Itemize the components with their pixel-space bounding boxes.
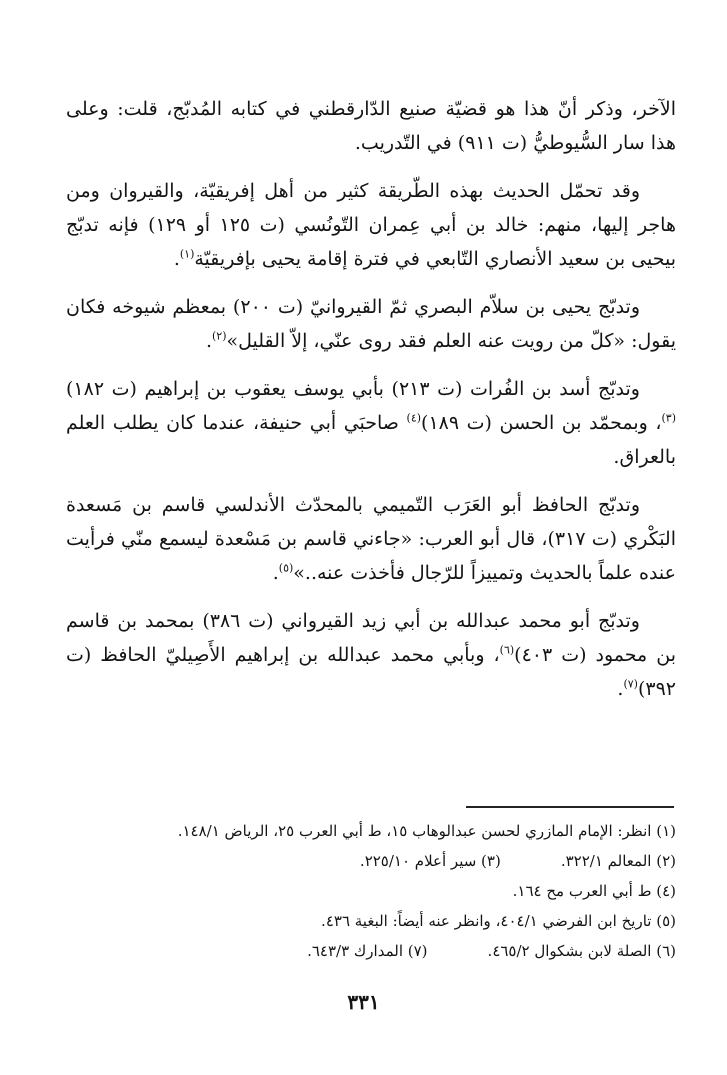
- footnote-ref-2[interactable]: (٢): [211, 329, 227, 343]
- paragraph-3: [66, 290, 676, 358]
- paragraph-text: ، وبأبي محمد عبدالله بن إبراهيم الأَصِيليّ الحافظ (ت ٣٩٢): [66, 644, 676, 700]
- paragraph-text: وتدبّج يحيى بن سلاّم البصري ثمّ القيروانيّ (ت ٢٠٠) بمعظم شيوخه فكان يقول: «كلّ من رويت عنه العلم فقد روى عنّي، إلاّ القليل»: [66, 296, 676, 352]
- footnote-4: (٤) ط أبي العرب مح ١٦٤.: [512, 882, 676, 900]
- footnote-line: [66, 846, 676, 876]
- footnote-line: [66, 906, 676, 936]
- period: .: [173, 248, 180, 270]
- footnote-2: (٢) المعالم ٣٢٢/١.: [560, 852, 676, 870]
- margin-mark: [58, 480, 60, 490]
- period: .: [205, 330, 212, 352]
- footnote-ref-6[interactable]: (٦): [499, 643, 515, 657]
- footnote-line: [66, 876, 676, 906]
- paragraph-4: [66, 372, 676, 474]
- footnote-6: (٦) الصلة لابن بشكوال ٤٦٥/٢.: [487, 942, 676, 960]
- paragraph-text: وتدبّج أسد بن الفُرات (ت ٢١٣) بأبي يوسف يعقوب بن إبراهيم (ت ١٨٢): [66, 378, 640, 400]
- page-number: ٣٣١: [347, 990, 380, 1014]
- paragraph-text: ، وبمحمّد بن الحسن (ت ١٨٩): [421, 412, 662, 434]
- footnote-3: (٣) سير أعلام ٢٢٥/١٠.: [359, 852, 501, 870]
- period: .: [617, 678, 624, 700]
- main-text: [66, 92, 676, 720]
- footnote-line: [66, 816, 676, 846]
- footnote-line: [66, 936, 676, 966]
- period: .: [272, 562, 279, 584]
- footnote-1: (١) انظر: الإمام المازري لحسن عبدالوهاب ١٥، ط أبي العرب ٢٥، الرياض ١٤٨/١.: [177, 822, 676, 840]
- paragraph-text: وتدبّج أبو محمد عبدالله بن أبي زيد القيرواني (ت ٣٨٦) بمحمد بن قاسم بن محمود (ت ٤٠٣): [66, 610, 676, 666]
- footnote-ref-7[interactable]: (٧): [623, 677, 638, 691]
- paragraph-text: وقد تحمّل الحديث بهذه الطّريقة كثير من أهل إفريقيّة، والقيروان ومن هاجر إليها، منهم: خالد بن أبي عِمران التّونُسي (ت ١٢٥ أو ١٢٩) فإنه تدبّج بيحيى بن سعيد الأنصاري التّابعي في فترة إقامة يحيى بإفريقيّة: [66, 180, 676, 270]
- paragraph-text: الآخر، وذكر أنّ هذا هو قضيّة صنيع الدّارقطني في كتابه المُدبّج، قلت: وعلى هذا سار السُّيوطيُّ (ت ٩١١) في التّدريب.: [66, 98, 676, 154]
- paragraph-2: [66, 174, 676, 276]
- footnote-ref-4[interactable]: (٤): [406, 411, 422, 425]
- footnote-divider: [466, 806, 674, 808]
- footnote-5: (٥) تاريخ ابن الفرضي ٤٠٤/١، وانظر عنه أيضاً: البغية ٤٣٦.: [321, 912, 676, 930]
- footnote-ref-3[interactable]: (٣): [661, 411, 677, 425]
- paragraph-text: وتدبّج الحافظ أبو العَرَب التّميمي بالمحدّث الأندلسي قاسم بن مَسعدة البَكْري (ت ٣١٧)، قال أبو العرب: «جاءني قاسم بن مَسْعدة ليسمع منّي فرأيت عنده علماً بالحديث وتمييزاً للرّجال فأخذت عنه..»: [66, 494, 676, 584]
- paragraph-1: [66, 92, 676, 160]
- paragraph-5: [66, 488, 676, 590]
- paragraph-6: [66, 604, 676, 706]
- footnote-ref-1[interactable]: (١): [179, 247, 195, 261]
- footnotes: [66, 816, 676, 966]
- footnote-7: (٧) المدارك ٦٤٣/٣.: [307, 942, 428, 960]
- paragraph-text: صاحبَي أبي حنيفة، عندما كان يطلب العلم بالعراق.: [66, 412, 676, 468]
- footnote-ref-5[interactable]: (٥): [278, 561, 294, 575]
